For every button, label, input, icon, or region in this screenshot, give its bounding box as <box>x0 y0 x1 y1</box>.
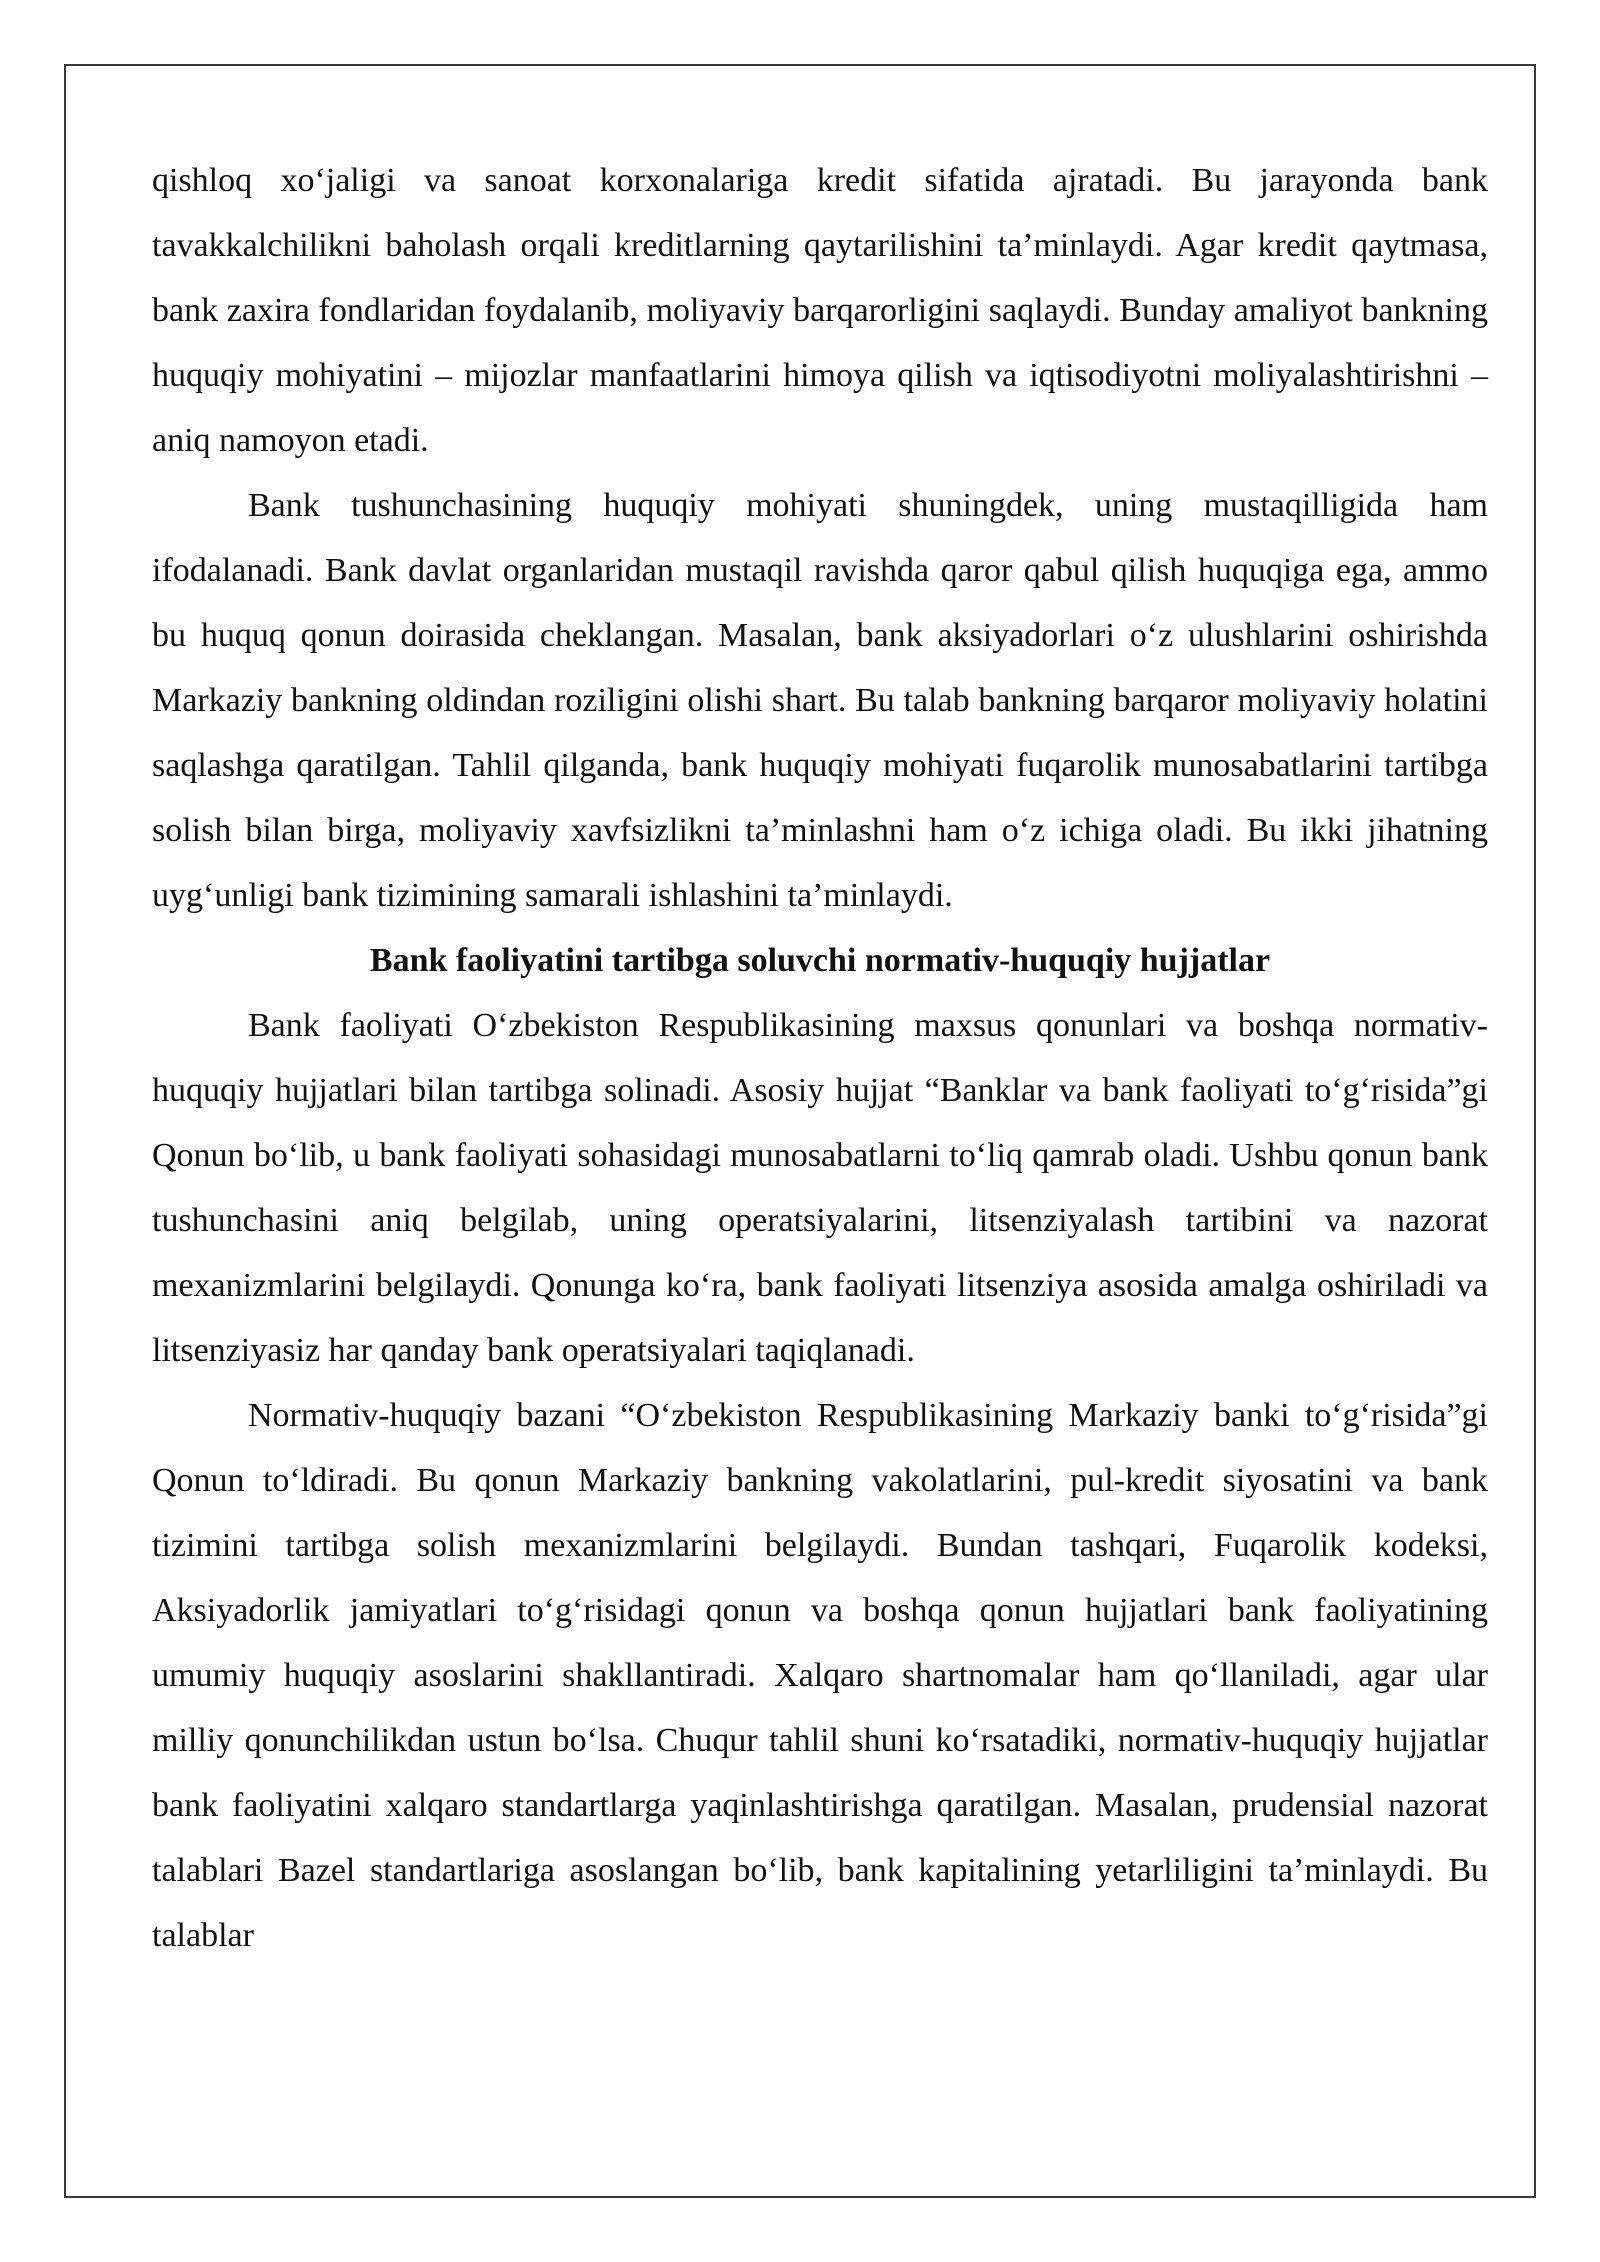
document-body <box>152 148 1488 1968</box>
paragraph: Bank faoliyati O‘zbekiston Respublikasining maxsus qonunlari va boshqa normativ-huquqiy hujjatlari bilan tartibga solinadi. Asosiy hujjat “Banklar va bank faoliyati to‘g‘risida”gi Qonun bo‘lib, u bank faoliyati sohasidagi munosabatlarni to‘liq qamrab oladi. Ushbu qonun bank tushunchasini aniq belgilab, uning operatsiyalarini, litsenziyalash tartibini va nazorat mexanizmlarini belgilaydi. Qonunga ko‘ra, bank faoliyati litsenziya asosida amalga oshiriladi va litsenziyasiz har qanday bank operatsiyalari taqiqlanadi. <box>152 1007 1488 1369</box>
paragraph: Normativ-huquqiy bazani “O‘zbekiston Respublikasining Markaziy banki to‘g‘risida”gi Qonun to‘ldiradi. Bu qonun Markaziy bankning vakolatlarini, pul-kredit siyosatini va bank tizimini tartibga solish mexanizmlarini belgilaydi. Bundan tashqari, Fuqarolik kodeksi, Aksiyadorlik jamiyatlari to‘g‘risidagi qonun va boshqa qonun hujjatlari bank faoliyatining umumiy huquqiy asoslarini shakllantiradi. Xalqaro shartnomalar ham qo‘llaniladi, agar ular milliy qonunchilikdan ustun bo‘lsa. Chuqur tahlil shuni ko‘rsatadiki, normativ-huquqiy hujjatlar bank faoliyatini xalqaro standartlarga yaqinlashtirishga qaratilgan. Masalan, prudensial nazorat talablari Bazel standartlariga asoslangan bo‘lib, bank kapitalining yetarliligini ta’minlaydi. Bu talablar <box>152 1397 1488 1954</box>
paragraph: Bank tushunchasining huquqiy mohiyati shuningdek, uning mustaqilligida ham ifodalanadi. Bank davlat organlaridan mustaqil ravishda qaror qabul qilish huquqiga ega, ammo bu huquq qonun doirasida cheklangan. Masalan, bank aksiyadorlari o‘z ulushlarini oshirishda Markaziy bankning oldindan roziligini olishi shart. Bu talab bankning barqaror moliyaviy holatini saqlashga qaratilgan. Tahlil qilganda, bank huquqiy mohiyati fuqarolik munosabatlarini tartibga solish bilan birga, moliyaviy xavfsizlikni ta’minlashni ham o‘z ichiga oladi. Bu ikki jihatning uyg‘unligi bank tizimining samarali ishlashini ta’minlaydi. <box>152 487 1488 914</box>
paragraph-continuation: qishloq xo‘jaligi va sanoat korxonalariga kredit sifatida ajratadi. Bu jarayonda bank tavakkalchilikni baholash orqali kreditlarning qaytarilishini ta’minlaydi. Agar kredit qaytmasa, bank zaxira fondlaridan foydalanib, moliyaviy barqarorligini saqlaydi. Bunday amaliyot bankning huquqiy mohiyatini – mijozlar manfaatlarini himoya qilish va iqtisodiyotni moliyalashtirishni – aniq namoyon etadi. <box>152 162 1488 459</box>
section-heading: Bank faoliyatini tartibga soluvchi normativ-huquqiy hujjatlar <box>369 942 1271 979</box>
